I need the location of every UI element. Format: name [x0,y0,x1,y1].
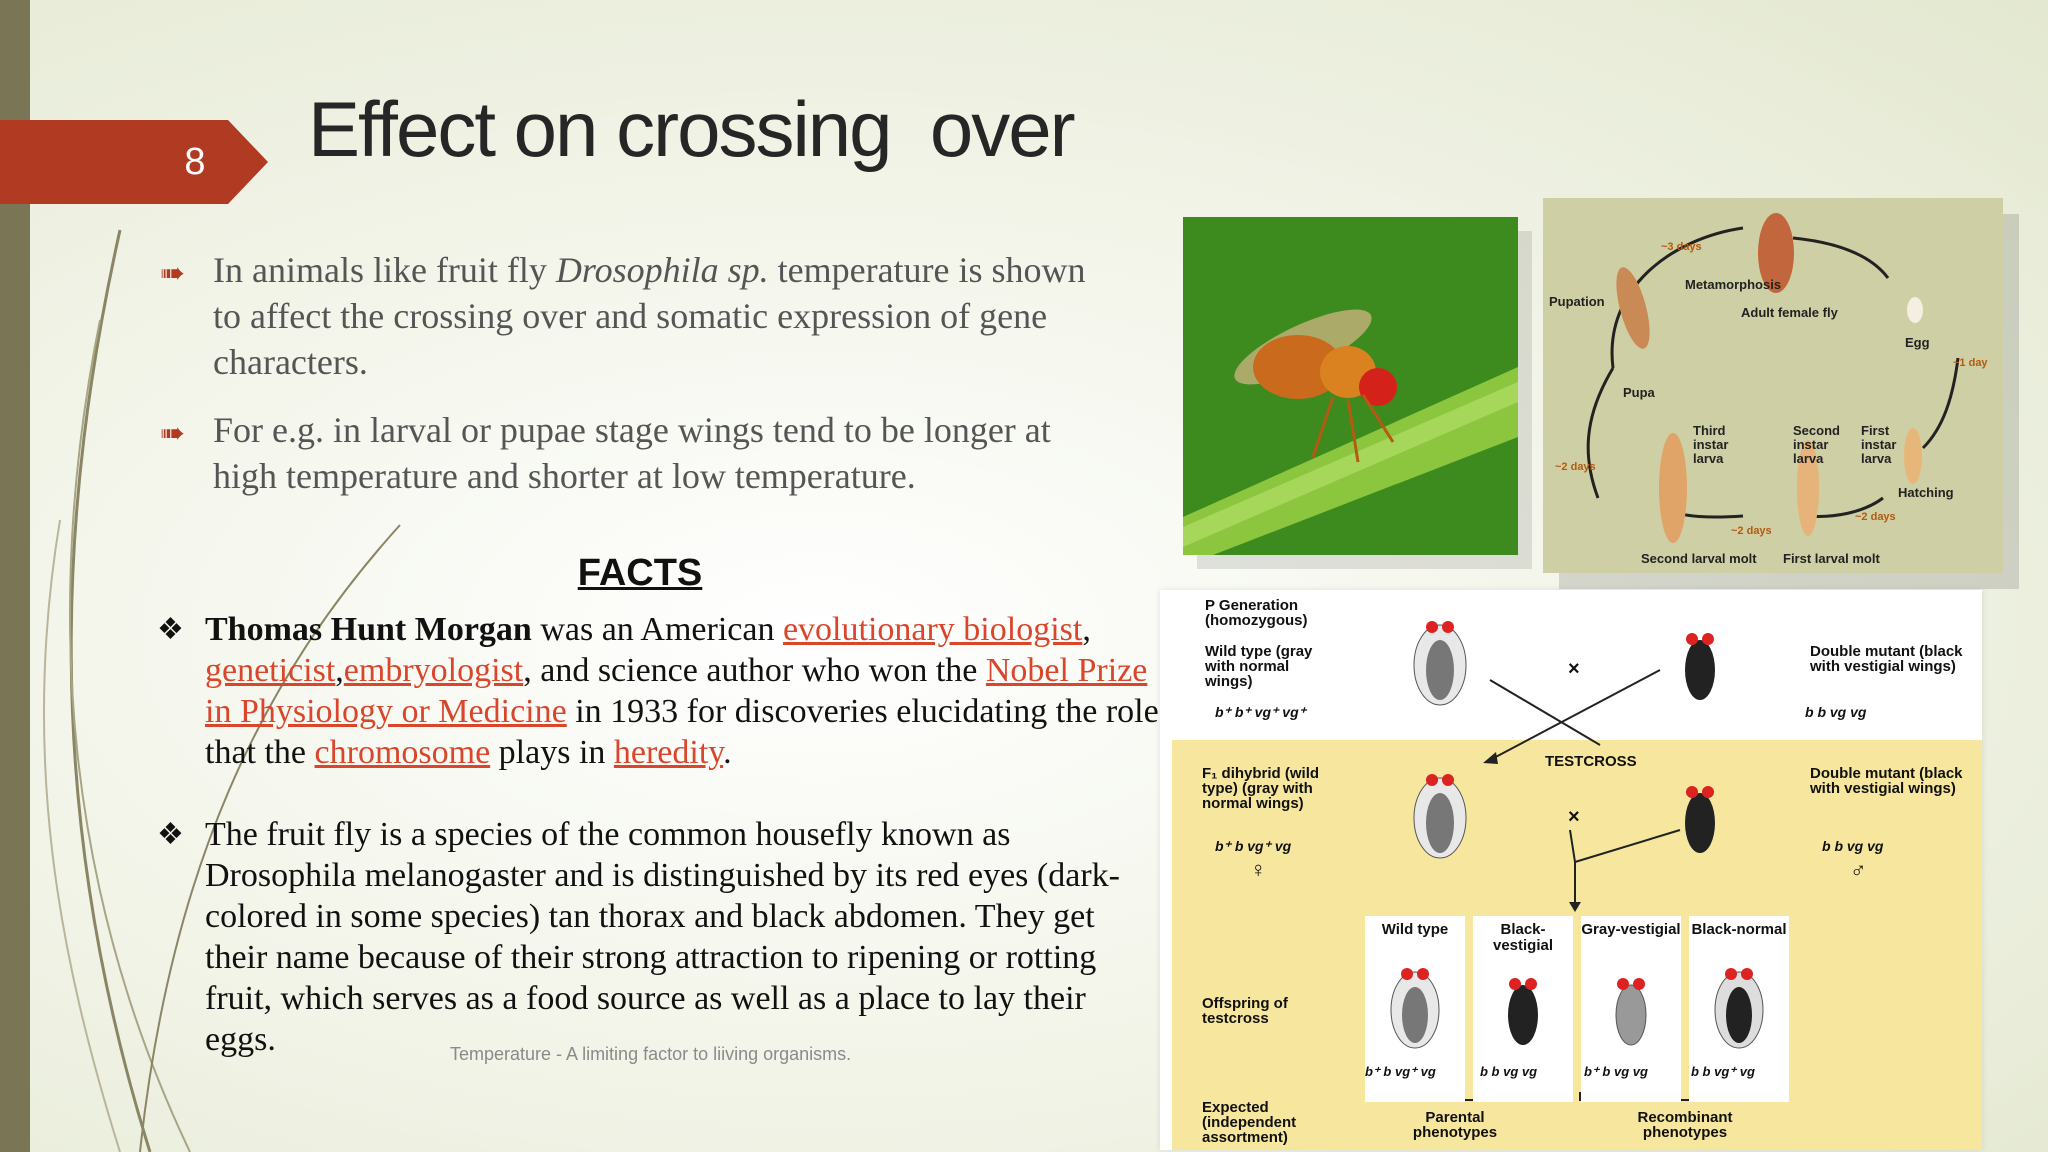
testcross-title: TESTCROSS [1545,753,1637,770]
link-embryologist[interactable]: embryologist [343,652,524,689]
offspring-name: Wild type [1381,921,1449,938]
label-third-instar: Third instar larva [1693,423,1729,466]
label-first-instar: First instar larva [1861,423,1897,466]
male-symbol: ♂ [1850,857,1867,882]
offspring-genotype: b⁺ b vg vg [1584,1064,1648,1079]
bullet-item: ➠ In animals like fruit fly Drosophila sp. temperature is shown to affect the crossing over and somatic expression of gene characters. [160,250,1086,382]
label-pupation: Pupation [1549,294,1605,309]
label-egg: Egg [1905,335,1930,350]
arrow-bullet-icon: ➠ [160,417,186,450]
bullet-item: ➠ For e.g. in larval or pupae stage wings tend to be longer at high temperature and shorter at low temperature. [160,410,1051,496]
wild-type-label: Wild type (gray with normal wings) [1205,643,1313,690]
label-second-instar: Second instar larva [1793,423,1840,466]
label-pupa: Pupa [1623,385,1655,400]
p-generation-label: P Generation (homozygous) [1205,597,1308,629]
label-first-molt: First larval molt [1783,551,1880,566]
offspring-name: Black-vestigial [1492,921,1554,954]
link-chromosome[interactable]: chromosome [314,734,491,771]
link-nobel-prize[interactable]: Nobel Prize in Physiology or Medicine [205,652,1148,730]
offspring-name: Black-normal [1691,921,1787,938]
diamond-bullet-icon: ❖ [157,613,184,646]
parental-label: Parental phenotypes [1412,1109,1498,1141]
label-2-days-right: ~2 days [1855,511,1896,523]
double-genotype-2: b b vg vg [1822,838,1884,854]
label-hatching: Hatching [1898,485,1954,500]
label-3-days: ~3 days [1661,241,1702,253]
bullet-list [160,247,1120,521]
label-adult-female: Adult female fly [1741,305,1838,320]
offspring-flies [1160,590,1982,1150]
label-second-molt: Second larval molt [1641,551,1757,566]
fact-item-fruit-fly: ❖ The fruit fly is a species of the common housefly known as Drosophila melanogaster and is distinguished by its red eyes (dark-colored in some species) tan thorax and black abdomen. They get their name because of their strong attraction to ripening or rotting fruit, which serves as a food source as well as a place to lay their eggs. [157,816,1120,1058]
facts-heading: FACTS [577,552,703,594]
f1-genotype: b⁺ b vg⁺ vg [1215,838,1292,854]
link-heredity[interactable]: heredity [613,734,724,771]
fact-item-morgan: ❖ Thomas Hunt Morgan was an American evolutionary biologist, geneticist,embryologist, and science author who won the Nobel Prize in Physiology or Medicine in 1933 for discoveries elucidating the role that the chromosome plays in heredity. [157,611,1159,771]
double-mutant-label-2: Double mutant (black with vestigial wings) [1810,765,1963,797]
expected-label: Expected (independent assortment) [1202,1099,1297,1146]
arrow-bullet-icon: ➠ [160,257,186,290]
link-evolutionary-biologist[interactable]: evolutionary biologist [782,611,1083,648]
footer-text: Temperature - A limiting factor to liiving organisms. [450,1044,852,1064]
offspring-name: Gray-vestigial [1581,921,1681,938]
lifecycle-diagram [1543,198,2003,573]
f1-label: F₁ dihybrid (wild type) (gray with normal wings) [1202,765,1320,812]
slide-number-tab [0,120,268,204]
female-symbol: ♀ [1250,857,1267,882]
offspring-genotype: b b vg⁺ vg [1691,1064,1755,1079]
fruit-fly-photo [1183,217,1518,555]
slide-number: 8 [184,141,206,183]
cross-symbol-2: × [1568,806,1580,828]
offspring-genotype: b b vg vg [1480,1064,1538,1079]
offspring-label: Offspring of testcross [1202,995,1288,1027]
label-2-days-left: ~2 days [1555,461,1596,473]
testcross-diagram [1160,590,1982,1150]
label-1-day: ~1 day [1953,357,1988,369]
link-geneticist[interactable]: geneticist [205,652,336,689]
wild-genotype: b⁺ b⁺ vg⁺ vg⁺ [1215,704,1307,720]
diamond-bullet-icon: ❖ [157,818,184,851]
cross-symbol: × [1568,658,1580,680]
double-genotype: b b vg vg [1805,704,1867,720]
double-mutant-label: Double mutant (black with vestigial wings) [1810,643,1963,675]
label-2-days-bottom: ~2 days [1731,525,1772,537]
recombinant-label: Recombinant phenotypes [1637,1109,1733,1141]
offspring-genotype: b⁺ b vg⁺ vg [1365,1064,1436,1079]
slide-title: Effect on crossing over [308,85,1074,173]
label-metamorphosis: Metamorphosis [1685,277,1782,292]
